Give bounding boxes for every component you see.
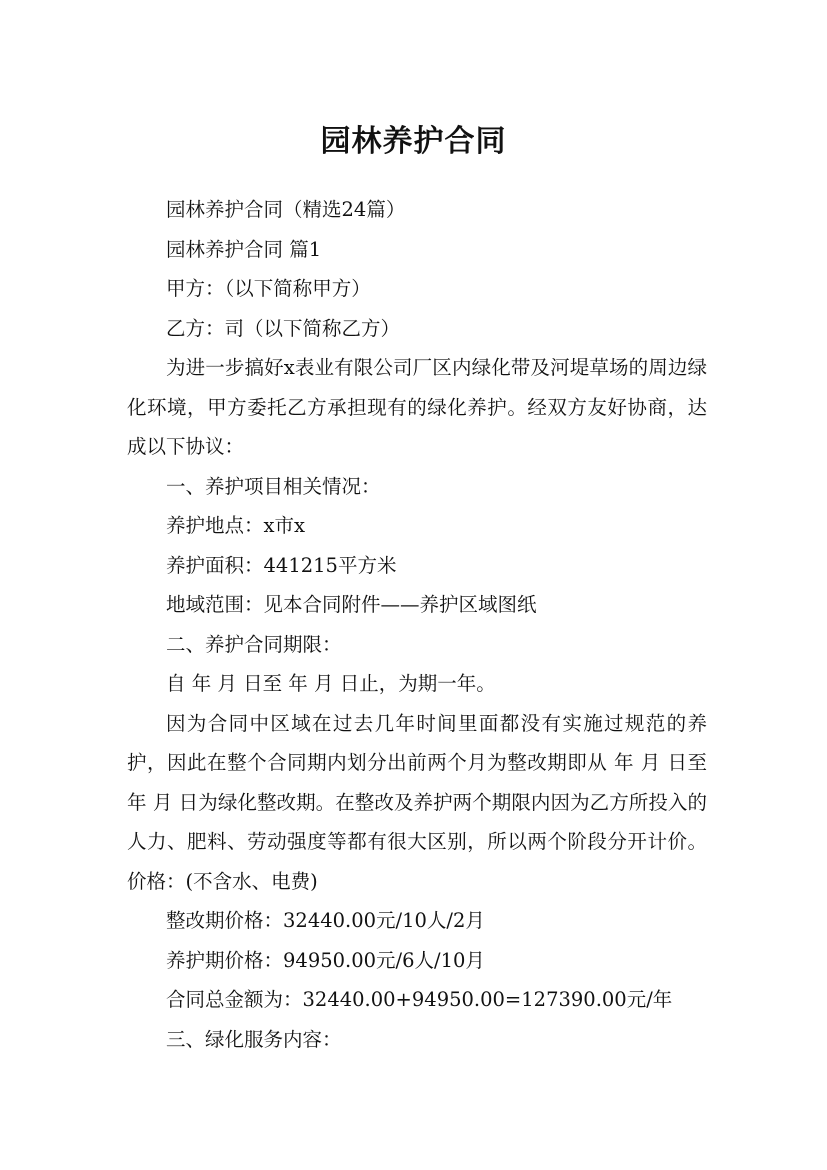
section-heading-services: 三、绿化服务内容： [166,1027,342,1051]
paragraph-party-a: 甲方：（以下简称甲方） [166,277,371,300]
paragraph-rectification-price: 整改期价格：32440.00元/10人/2月 [166,909,485,932]
section-heading-term: 二、养护合同期限： [166,632,342,656]
paragraph-location: 养护地点：x市x [166,514,305,537]
paragraph-rectification: 因为合同中区域在过去几年时间里面都没有实施过规范的养护，因此在整个合同期内划分出前两个月为整改期即从 年 月 日至 年 月 日为绿化整改期。在整改及养护两个期限内因为乙方所投入的人力、肥料、劳动强度等都有很大区别，所以两个阶段分开计价。 价格：(不含水、电费) [127,711,714,893]
document-body [127,190,714,1059]
paragraph-subtitle: 园林养护合同（精选24篇） [166,198,406,221]
paragraph-scope: 地域范围：见本合同附件——养护区域图纸 [166,593,537,616]
paragraph-preamble: 为进一步搞好x表业有限公司厂区内绿化带及河堤草场的周边绿化环境，甲方委托乙方承担现有的绿化养护。经双方友好协商，达成以下协议： [127,356,707,458]
document-title: 园林养护合同 [320,124,507,160]
paragraph-total-amount: 合同总金额为：32440.00+94950.00=127390.00元/年 [166,988,673,1011]
paragraph-chapter-heading: 园林养护合同 篇1 [166,237,322,261]
paragraph-maintenance-price: 养护期价格：94950.00元/6人/10月 [166,948,485,972]
paragraph-party-b: 乙方：司（以下简称乙方） [166,316,401,340]
section-heading-project: 一、养护项目相关情况： [166,474,381,498]
paragraph-area: 养护面积：441215平方米 [166,553,397,577]
paragraph-term-dates: 自 年 月 日至 年 月 日止，为期一年。 [166,672,496,695]
